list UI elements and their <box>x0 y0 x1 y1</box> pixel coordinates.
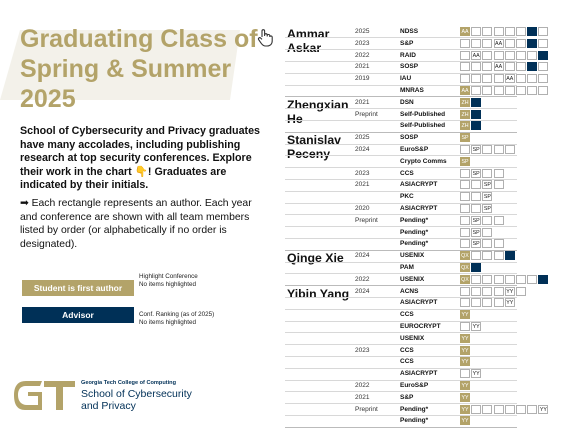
author-cell[interactable]: ZH <box>461 111 469 118</box>
highlight-conference-filter[interactable] <box>139 273 198 289</box>
author-cell[interactable]: AA <box>495 64 503 71</box>
page-title: Graduating Class of Spring & Summer 2025 <box>20 25 258 113</box>
description-text: ➡ Each rectangle represents an author. Each year and conference are shown with all team members listed by order (or alphabetically if no order is designated). <box>20 198 252 250</box>
college-name: Georgia Tech College of Computing <box>81 380 176 386</box>
author-cell[interactable] <box>471 110 481 119</box>
person-name: Zhengxian He <box>287 97 349 126</box>
author-cell[interactable] <box>471 98 481 107</box>
info-panel <box>0 0 282 434</box>
author-cell[interactable] <box>460 39 470 48</box>
publication-row[interactable] <box>285 38 580 49</box>
author-cell[interactable] <box>527 405 537 414</box>
conference-label: ACNS <box>400 287 419 295</box>
author-cell[interactable]: YY <box>461 347 469 354</box>
author-cell[interactable] <box>494 275 504 284</box>
author-cell[interactable] <box>527 74 537 83</box>
conference-label: IAU <box>400 75 412 83</box>
author-cell[interactable] <box>494 216 504 225</box>
publication-row[interactable] <box>285 356 580 367</box>
author-cell[interactable]: ZH <box>461 123 469 130</box>
author-cell[interactable] <box>494 180 504 189</box>
author-cell[interactable]: SP <box>472 170 480 177</box>
publication-row[interactable] <box>285 215 580 226</box>
publication-row[interactable] <box>285 368 580 379</box>
author-cell[interactable]: QX <box>461 265 469 271</box>
conference-label: S&P <box>400 39 414 47</box>
author-cell[interactable]: SP <box>472 147 480 153</box>
year-label: 2022 <box>355 382 370 389</box>
author-cell[interactable] <box>482 62 492 71</box>
author-cell[interactable] <box>460 322 470 331</box>
publication-row[interactable] <box>285 85 580 96</box>
author-cell[interactable] <box>471 27 481 36</box>
author-cell[interactable] <box>505 251 515 260</box>
year-label: 2023 <box>355 39 370 47</box>
conference-label: USENIX <box>400 275 425 283</box>
year-label: Preprint <box>355 405 378 413</box>
author-cell[interactable]: YY <box>472 371 480 378</box>
conference-label: PKC <box>400 193 414 201</box>
school-name-line1: School of Cybersecurity <box>81 388 192 400</box>
year-label: Preprint <box>355 216 378 224</box>
publication-row[interactable] <box>285 156 580 167</box>
author-cell[interactable] <box>494 239 504 248</box>
author-cell[interactable] <box>471 86 481 95</box>
conference-label: Pending* <box>400 417 429 425</box>
publication-row[interactable] <box>285 286 580 297</box>
year-label: 2021 <box>355 63 370 71</box>
author-cell[interactable] <box>482 27 492 36</box>
author-cell[interactable] <box>494 298 504 307</box>
author-cell[interactable] <box>527 275 537 284</box>
conference-label: Crypto Comms <box>400 157 447 165</box>
conference-label: ASIACRYPT <box>400 181 438 189</box>
author-cell[interactable] <box>471 263 481 272</box>
author-cell[interactable] <box>482 145 492 154</box>
person-name: Stanislav Peceny <box>287 133 341 162</box>
author-cell[interactable] <box>471 287 481 296</box>
highlight-title: Highlight Conference <box>139 273 198 280</box>
author-cell[interactable] <box>527 62 537 71</box>
author-cell[interactable]: YY <box>506 288 514 295</box>
author-cell[interactable] <box>460 62 470 71</box>
author-cell[interactable]: YY <box>461 359 469 366</box>
publication-row[interactable] <box>285 274 580 285</box>
author-cell[interactable] <box>471 251 481 260</box>
author-cell[interactable] <box>482 275 492 284</box>
author-cell[interactable] <box>516 39 526 48</box>
author-cell[interactable]: YY <box>539 406 547 413</box>
author-cell[interactable] <box>460 298 470 307</box>
author-cell[interactable] <box>538 27 548 36</box>
publication-row[interactable] <box>285 250 580 261</box>
person-name: Yibin Yang <box>287 286 350 301</box>
publication-row[interactable] <box>285 297 580 308</box>
author-cell[interactable]: YY <box>461 312 469 319</box>
author-cell[interactable]: AA <box>495 40 503 47</box>
author-cell[interactable] <box>516 51 526 60</box>
author-cell[interactable] <box>460 169 470 178</box>
author-cell[interactable]: SP <box>472 229 480 236</box>
author-cell[interactable] <box>460 74 470 83</box>
author-cell[interactable] <box>471 74 481 83</box>
author-cell[interactable]: AA <box>461 29 469 35</box>
publication-row[interactable] <box>285 109 580 120</box>
year-label: 2025 <box>355 134 370 142</box>
author-cell[interactable] <box>471 39 481 48</box>
school-name <box>81 388 192 412</box>
author-cell[interactable] <box>516 62 526 71</box>
author-cell[interactable]: YY <box>461 383 469 389</box>
conference-label: EuroS&P <box>400 146 429 153</box>
highlight-status: No items highlighted <box>139 281 197 288</box>
publication-row[interactable] <box>285 50 580 61</box>
publication-row[interactable] <box>285 120 580 131</box>
publication-row[interactable] <box>285 415 580 426</box>
year-label: 2023 <box>355 346 370 354</box>
conference-label: NDSS <box>400 28 419 35</box>
author-cell[interactable] <box>494 405 504 414</box>
publication-row[interactable] <box>285 203 580 214</box>
conference-label: Pending* <box>400 228 429 236</box>
author-cell[interactable] <box>505 86 515 95</box>
georgia-tech-logo-icon <box>14 378 76 412</box>
author-cell[interactable] <box>538 275 548 284</box>
conference-label: ASIACRYPT <box>400 205 438 212</box>
year-label: 2024 <box>355 252 370 260</box>
author-cell[interactable] <box>538 39 548 48</box>
year-label: 2021 <box>355 98 370 106</box>
ranking-title: Conf. Ranking (as of 2025) <box>139 311 215 318</box>
author-cell[interactable] <box>494 86 504 95</box>
year-label: Preprint <box>355 110 378 118</box>
year-label: 2021 <box>355 181 370 189</box>
author-cell[interactable] <box>505 405 515 414</box>
author-cell[interactable] <box>505 39 515 48</box>
publication-row[interactable] <box>285 26 580 37</box>
author-cell[interactable] <box>482 169 492 178</box>
author-cell[interactable] <box>460 216 470 225</box>
author-cell[interactable] <box>471 298 481 307</box>
author-cell[interactable] <box>505 62 515 71</box>
author-cell[interactable] <box>482 251 492 260</box>
conference-label: PAM <box>400 264 414 271</box>
author-cell[interactable] <box>527 51 537 60</box>
author-cell[interactable] <box>460 145 470 154</box>
author-cell[interactable]: SP <box>461 158 469 165</box>
conference-label: MNRAS <box>400 87 424 94</box>
author-cell[interactable] <box>482 74 492 83</box>
year-label: 2024 <box>355 287 370 295</box>
author-cell[interactable] <box>494 145 504 154</box>
author-cell[interactable]: SP <box>483 206 491 212</box>
author-cell[interactable] <box>460 287 470 296</box>
conference-label: EUROCRYPT <box>400 323 441 330</box>
conference-label: USENIX <box>400 252 425 260</box>
author-cell[interactable] <box>516 287 526 296</box>
conference-label: SOSP <box>400 134 419 142</box>
author-cell[interactable] <box>482 51 492 60</box>
conference-label: DSN <box>400 98 414 106</box>
author-cell[interactable] <box>471 62 481 71</box>
publication-row[interactable] <box>285 404 580 415</box>
author-cell[interactable] <box>494 27 504 36</box>
author-cell[interactable] <box>460 228 470 237</box>
conference-label: EuroS&P <box>400 382 429 389</box>
conference-label: CCS <box>400 169 414 177</box>
author-cell[interactable] <box>505 275 515 284</box>
publication-row[interactable] <box>285 262 580 273</box>
first-author-legend[interactable]: Student is first author <box>22 280 134 296</box>
author-cell[interactable]: AA <box>461 88 469 94</box>
author-cell[interactable] <box>460 192 470 201</box>
author-cell[interactable] <box>494 169 504 178</box>
author-cell[interactable] <box>482 405 492 414</box>
author-cell[interactable] <box>471 204 481 213</box>
author-cell[interactable] <box>482 298 492 307</box>
conference-label: USENIX <box>400 334 425 342</box>
author-cell[interactable] <box>494 251 504 260</box>
publication-row[interactable] <box>285 345 580 356</box>
publication-row[interactable] <box>285 179 580 190</box>
conference-label: Self-Published <box>400 122 446 130</box>
author-cell[interactable]: SP <box>483 194 491 201</box>
author-cell[interactable] <box>505 27 515 36</box>
year-label: 2021 <box>355 393 370 401</box>
year-label: 2022 <box>355 275 370 283</box>
publication-row[interactable] <box>285 321 580 332</box>
author-cell[interactable]: YY <box>506 300 514 307</box>
conference-label: Pending* <box>400 240 429 248</box>
author-cell[interactable] <box>505 145 515 154</box>
author-cell[interactable] <box>527 86 537 95</box>
intro-text: School of Cybersecurity and Privacy graduates have many accolades, including publishing research at top security conferences. Explore their work in the chart 👇! Graduates are indicated by their initials. <box>20 125 260 191</box>
author-cell[interactable] <box>527 39 537 48</box>
author-cell[interactable] <box>527 27 537 36</box>
author-cell[interactable] <box>516 27 526 36</box>
author-cell[interactable] <box>482 287 492 296</box>
conference-ranking-filter[interactable] <box>139 311 214 327</box>
publication-row[interactable] <box>285 144 580 155</box>
year-label: 2022 <box>355 51 370 59</box>
author-cell[interactable] <box>471 121 481 130</box>
conference-label: CCS <box>400 358 414 366</box>
person-name: Ammar Askar <box>287 27 330 55</box>
publication-row[interactable] <box>285 238 580 249</box>
year-label: 2024 <box>355 146 370 153</box>
author-cell[interactable] <box>471 180 481 189</box>
author-cell[interactable] <box>516 74 526 83</box>
author-cell[interactable]: AA <box>472 52 480 59</box>
person-name: Qinge Xie <box>287 251 344 266</box>
author-cell[interactable] <box>460 239 470 248</box>
publication-row[interactable] <box>285 333 580 344</box>
year-label: 2019 <box>355 75 370 83</box>
publication-row[interactable] <box>285 227 580 238</box>
author-cell[interactable] <box>460 180 470 189</box>
author-cell[interactable]: YY <box>472 324 480 330</box>
conference-label: ASIACRYPT <box>400 370 438 378</box>
author-cell[interactable]: AA <box>506 76 514 83</box>
conference-label: CCS <box>400 346 414 354</box>
author-cell[interactable]: YY <box>461 406 469 413</box>
conference-label: Self-Published <box>400 110 446 118</box>
ranking-status: No items highlighted <box>139 319 197 326</box>
author-cell[interactable] <box>516 86 526 95</box>
publication-row[interactable] <box>285 392 580 403</box>
author-cell[interactable] <box>471 192 481 201</box>
publication-grid <box>285 0 580 434</box>
author-cell[interactable]: QX <box>461 253 469 260</box>
author-cell[interactable]: SP <box>461 135 469 142</box>
year-label: 2023 <box>355 169 370 177</box>
author-cell[interactable]: QX <box>461 276 469 283</box>
author-cell[interactable] <box>494 74 504 83</box>
publication-row[interactable] <box>285 309 580 320</box>
author-cell[interactable]: SP <box>472 217 480 224</box>
publication-row[interactable] <box>285 97 580 108</box>
author-cell[interactable] <box>460 204 470 213</box>
publication-row[interactable] <box>285 61 580 72</box>
author-cell[interactable] <box>482 228 492 237</box>
publication-row[interactable] <box>285 168 580 179</box>
author-cell[interactable] <box>516 405 526 414</box>
conference-label: Pending* <box>400 405 429 413</box>
conference-label: ASIACRYPT <box>400 299 438 307</box>
school-name-line2: and Privacy <box>81 400 136 412</box>
conference-label: Pending* <box>400 216 429 224</box>
author-cell[interactable] <box>538 86 548 95</box>
author-cell[interactable]: ZH <box>461 99 469 106</box>
publication-row[interactable] <box>285 191 580 202</box>
year-label: 2025 <box>355 28 370 35</box>
author-cell[interactable]: YY <box>461 335 469 342</box>
author-cell[interactable] <box>538 51 548 60</box>
publication-row[interactable] <box>285 73 580 84</box>
author-cell[interactable] <box>538 62 548 71</box>
author-cell[interactable] <box>471 275 481 284</box>
author-cell[interactable] <box>494 287 504 296</box>
person-divider <box>285 427 517 428</box>
conference-label: SOSP <box>400 63 419 71</box>
author-cell[interactable] <box>516 275 526 284</box>
author-cell[interactable] <box>538 74 548 83</box>
author-cell[interactable] <box>460 51 470 60</box>
advisor-legend[interactable]: Advisor <box>22 307 134 323</box>
author-cell[interactable] <box>471 405 481 414</box>
conference-label: S&P <box>400 393 414 401</box>
conference-label: RAID <box>400 51 416 59</box>
author-cell[interactable] <box>460 369 470 378</box>
author-cell[interactable] <box>482 86 492 95</box>
publication-row[interactable] <box>285 380 580 391</box>
pointer-hand-icon <box>257 28 274 47</box>
author-cell[interactable] <box>482 216 492 225</box>
author-cell[interactable]: SP <box>472 241 480 248</box>
author-cell[interactable]: SP <box>483 182 491 189</box>
author-cell[interactable] <box>494 51 504 60</box>
author-cell[interactable] <box>505 51 515 60</box>
conference-label: CCS <box>400 311 414 319</box>
publication-row[interactable] <box>285 132 580 143</box>
author-cell[interactable] <box>482 239 492 248</box>
author-cell[interactable]: YY <box>461 394 469 401</box>
year-label: 2020 <box>355 205 370 212</box>
author-cell[interactable]: YY <box>461 418 469 425</box>
author-cell[interactable] <box>482 39 492 48</box>
